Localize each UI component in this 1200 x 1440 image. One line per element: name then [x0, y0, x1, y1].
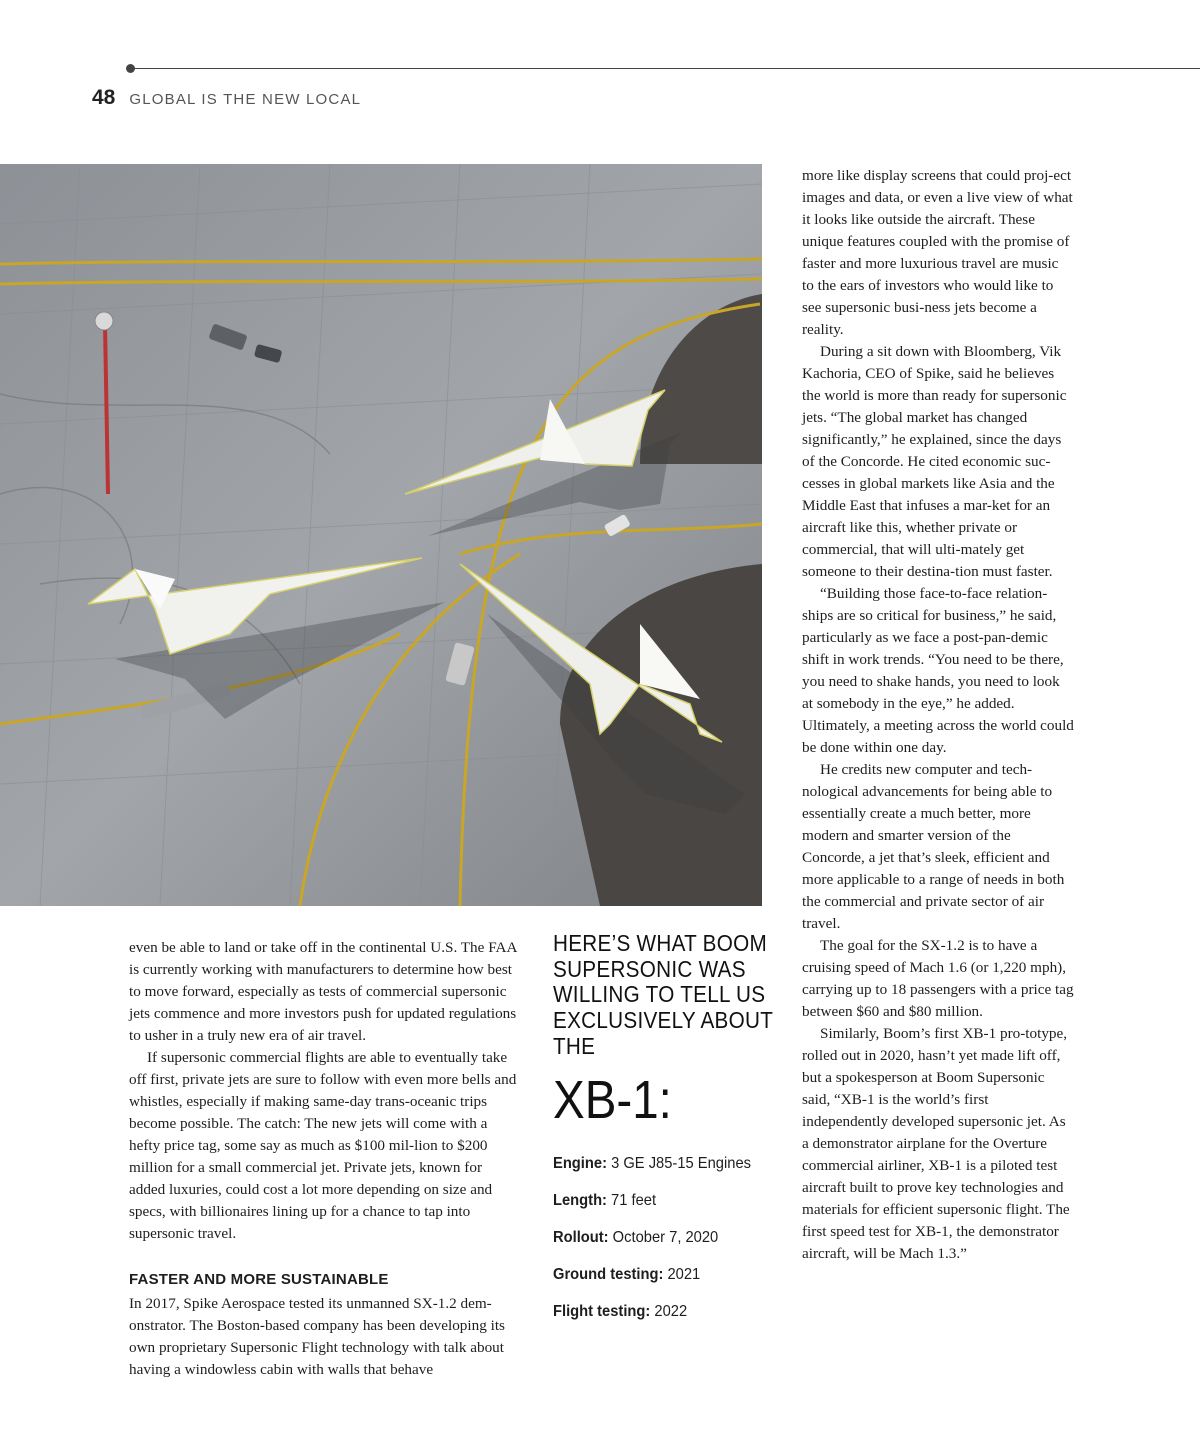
paragraph: Similarly, Boom’s first XB-1 pro-totype, rolled out in 2020, hasn’t yet made lift off, but a spokesperson at Boom Supersonic said, “XB-1 is the world’s first independently developed supersonic jet. As a demonstrator airplane for the Overture commercial airliner, XB-1 is a piloted test aircraft built to prove key technologies and materials for efficient supersonic flight. The first speed test for XB-1, the demonstrator aircraft, will be Mach 1.3.”: [802, 1025, 1070, 1262]
paragraph: During a sit down with Bloomberg, Vik Kachoria, CEO of Spike, said he believes the world is more than ready for supersonic jets. “The global market has changed significantly,” he explained, since the days of the Concorde. He cited economic suc-cesses in global markets like Asia and the Middle East that infuses a mar-ket for an aircraft like this, whether private or commercial, that will ulti-mately get someone to their destina-tion must faster.: [802, 343, 1067, 580]
paragraph: The goal for the SX-1.2 is to have a cruising speed of Mach 1.6 (or 1,220 mph), carrying up to 18 passengers with a price tag between $60 and $80 million.: [802, 937, 1074, 1020]
spec-value: 2022: [650, 1302, 688, 1320]
spec-value: 2021: [663, 1265, 701, 1283]
paragraph: more like display screens that could proj-ect images and data, or even a live view of what it looks like outside the aircraft. These unique features coupled with the promise of faster and more luxurious travel are music to the ears of investors who would like to see supersonic busi-ness jets become a reality.: [802, 167, 1073, 338]
paragraph: He credits new computer and tech-nological advancements for being able to essentially create a much better, more modern and smarter version of the Concorde, a jet that’s sleek, efficient and more applicable to a range of needs in both the commercial and private sector of air travel.: [802, 761, 1065, 932]
section-subhead: FASTER AND MORE SUSTAINABLE: [129, 1271, 389, 1288]
spec-label: Engine:: [553, 1154, 607, 1172]
left-text-column: [129, 937, 521, 1381]
spec-list: [553, 1154, 783, 1322]
sidebar-model-name: XB-1:: [553, 1069, 672, 1130]
supersonic-jets-photo: [0, 164, 762, 906]
spec-label: Length:: [553, 1191, 607, 1209]
section-title: GLOBAL IS THE NEW LOCAL: [129, 91, 362, 108]
spec-item: [553, 1191, 783, 1211]
spec-item: [553, 1302, 783, 1322]
spec-value: 71 feet: [606, 1191, 657, 1209]
header-rule: [130, 68, 1200, 69]
spec-item: [553, 1228, 783, 1248]
paragraph: even be able to land or take off in the continental U.S. The FAA is currently working with manufacturers to determine how best to move forward, especially as tests of commercial supersonic jets commence and more investors push for updated regulations to usher in a truly new era of air travel.: [129, 939, 517, 1044]
spec-item: [553, 1265, 783, 1285]
spec-label: Rollout:: [553, 1228, 609, 1246]
sidebar-headline: HERE’S WHAT BOOM SUPERSONIC WAS WILLING TO TELL US EXCLUSIVELY ABOUT THE: [553, 930, 773, 1059]
paragraph: In 2017, Spike Aerospace tested its unmanned SX-1.2 dem-onstrator. The Boston-based company has been developing its own proprietary Supersonic Flight technology with talk about having a windowless cabin with walls that behave: [129, 1295, 505, 1378]
spec-value: 3 GE J85-15 Engines: [606, 1154, 752, 1172]
paragraph: If supersonic commercial flights are able to eventually take off first, private jets are sure to follow with even more bells and whistles, especially if making same-day trans-oceanic trips become possible. The catch: The new jets will come with a hefty price tag, some say as much as $100 mil-lion to $200 million for a small commercial jet. Private jets, known for added luxuries, could cost a lot more depending on size and specs, with billionaires lining up for a chance to tap into supersonic travel.: [129, 1049, 517, 1242]
paragraph: “Building those face-to-face relation-ships are so critical for business,” he said, particularly as we face a post-pan-demic shift in work trends. “You need to be there, you need to shake hands, you need to look at somebody in the eye,” he added. Ultimately, a meeting across the world could be done within one day.: [802, 585, 1074, 756]
spec-label: Flight testing:: [553, 1302, 651, 1320]
spec-value: October 7, 2020: [608, 1228, 719, 1246]
right-text-column: [802, 165, 1074, 1265]
page-number: 48: [92, 86, 116, 109]
spec-item: [553, 1154, 783, 1174]
spec-label: Ground testing:: [553, 1265, 664, 1283]
xb1-sidebar: [553, 931, 783, 1339]
page-header: [92, 86, 361, 110]
